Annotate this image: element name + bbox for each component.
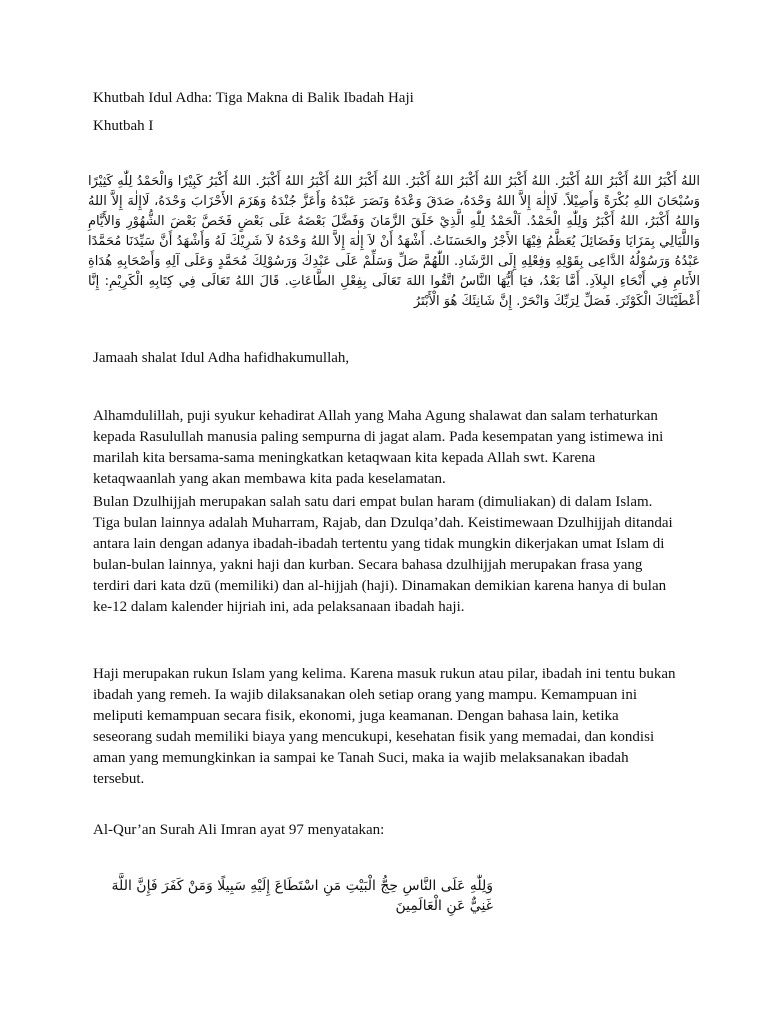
khutbah-subtitle: Khutbah I: [93, 118, 154, 134]
arabic-quran-verse: وَلِلّٰهِ عَلَى النَّاسِ حِجُّ الْبَيْتِ مَنِ اسْتَطَاعَ إِلَيْهِ سَبِيلًا وَمَنْ كَفَرَ فَإِنَّ اللَّهَ غَنِيٌّ عَنِ الْعَالَمِينَ: [111, 878, 493, 914]
quran-intro: Al-Qur’an Surah Ali Imran ayat 97 menyatakan:: [93, 822, 385, 838]
paragraph-3: Haji merupakan rukun Islam yang kelima. Karena masuk rukun atau pilar, ibadah ini tentu bukan ibadah yang remeh. Ia wajib dilaksanakan oleh setiap orang yang mampu. Kemampuan ini meliputi kemampuan secara fisik, ekonomi, juga keamanan. Dengan bahasa lain, ketika seseorang sudah memiliki biaya yang mencukupi, kesehatan fisik yang memadai, dan kondisi aman yang memungkinkan ia sampai ke Tanah Suci, maka ia wajib melaksanakan ibadah tersebut.: [93, 666, 676, 787]
paragraph-2: Bulan Dzulhijjah merupakan salah satu dari empat bulan haram (dimuliakan) di dalam Islam. Tiga bulan lainnya adalah Muharram, Rajab, dan Dzulqa’dah. Keistimewaan Dzulhijjah ditandai antara lain dengan adanya ibadah-ibadah tertentu yang tidak mungkin dikerjakan umat Islam di bulan-bulan lainnya, yakni haji dan kurban. Secara bahasa dzulhijjah merupakan frasa yang terdiri dari kata dzū (memiliki) dan al-hijjah (haji). Dinamakan demikian karena hanya di bulan ke-12 dalam kalender hijriah ini, ada pelaksanaan ibadah haji.: [93, 494, 673, 615]
paragraph-1: Alhamdulillah, puji syukur kehadirat Allah yang Maha Agung shalawat dan salam terhaturkan kepada Rasulullah manusia paling sempurna di jagat alam. Pada kesempatan yang istimewa ini marilah kita bersama-sama meningkatkan ketaqwaan kita kepada Allah swt. Karena ketaqwaanlah yang akan membawa kita pada keselamatan.: [93, 408, 664, 487]
arabic-opening-text: اللهُ أَكْبَرُ اللهُ أَكْبَرُ اللهُ أَكْبَرُ. اللهُ أَكْبَرُ اللهُ أَكْبَرُ اللهُ أَكْبَرُ. اللهُ أَكْبَرُ اللهُ أَكْبَرُ اللهُ أَكْبَرُ. اللهُ أَكْبَرُ كَبِيْرًا وَالْحَمْدُ لِلّٰهِ كَثِيْرًا وَسُبْحَانَ اللهِ بُكْرَةً وَأَصِيْلاً. لَاإِلٰهَ إِلاَّ اللهُ وَحْدَهُ، صَدَقَ وَعْدَهُ وَنَصَرَ عَبْدَهُ وَأَعَزَّ جُنْدَهُ وَهَزَمَ الأَحْزَابَ وَحْدَهُ، لَاإِلٰهَ إِلاَّ اللهُ وَاللهُ أَكْبَرُ، اللهُ أَكْبَرُ وَلِلّٰهِ الْحَمْدُ. اَلْحَمْدُ لِلّٰهِ الَّذِيْ خَلَقَ الزَّمَانَ وَفَضَّلَ بَعْضَهُ عَلَى بَعْضٍ فَخَصَّ بَعْضَ الشُّهُوْرِ وَالأَيَّامِ وَاللَّيَالِي بِمَزَايَا وَفَضَائِلَ يُعَظَّمُ فِيْهَا الأَجْرُ والحَسَنَاتُ. أَشْهَدُ أَنْ لاَ إِلٰهَ إِلاَّ اللهُ وَحْدَهُ لاَ شَرِيْكَ لَهُ وَأَشْهَدُ أَنَّ سَيِّدَنَا مُحَمَّدًا عَبْدُهُ وَرَسُوْلُهُ الدَّاعِى بِقَوْلِهِ وَفِعْلِهِ إِلَى الرَّشَادِ. اللّٰهُمَّ صَلِّ وَسَلِّمْ عَلَى عَبْدِكَ وَرَسُوْلِكَ مُحَمَّدٍ وَعَلَى آلِهِ وَأَصْحَابِهِ هُدَاةِ الأَنَامِ فِي أَنْحَاءِ البِلاَدِ. أَمَّا بَعْدُ، فيَا أَيُّهَا النَّاسُ اتَّقُوا اللهَ تَعَالَى بِفِعْلِ الطَّاعَاتِ. قَالَ اللهُ تَعَالَى فِي كِتَابِهِ الْكَرِيْمِ: إِنَّا أَعْطَيْنَاكَ الْكَوْثَرَ. فَصَلِّ لِرَبِّكَ وَانْحَرْ. إِنَّ شَانِئَكَ هُوَ الْأَبْتَرُ: [88, 174, 700, 309]
greeting-line: Jamaah shalat Idul Adha hafidhakumullah,: [93, 350, 350, 366]
document-title: Khutbah Idul Adha: Tiga Makna di Balik Ibadah Haji: [93, 90, 414, 106]
